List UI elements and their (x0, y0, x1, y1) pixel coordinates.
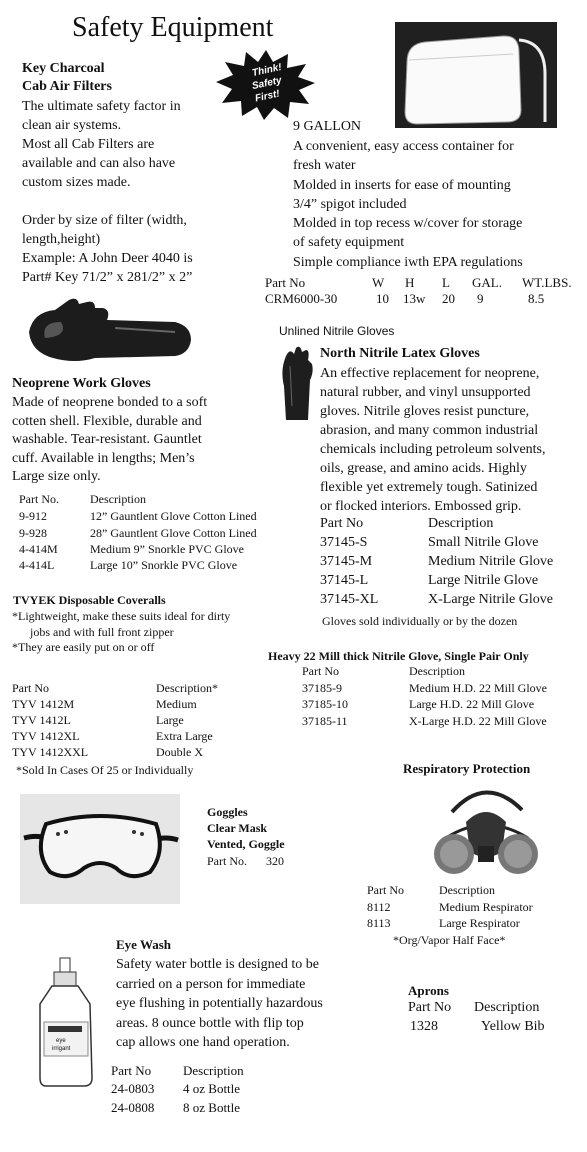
table-cell: Large Respirator (439, 916, 520, 930)
text-line: Example: A John Deer 4040 is (22, 251, 193, 266)
text-line: custom sizes made. (22, 175, 131, 190)
spacer (22, 192, 193, 211)
table-cell: 37185-9 (302, 681, 342, 695)
table-cell: 37185-10 (302, 697, 348, 711)
resp-header-desc: Description (439, 883, 495, 897)
table-cell: 4 oz Bottle (183, 1081, 241, 1096)
table-cell: 37145-M (320, 554, 373, 569)
text-line: or flocked interiors. Embossed grip. (320, 499, 522, 514)
goggles-part-no: 320 (266, 854, 284, 868)
cab-filter-description (22, 97, 193, 287)
table-cell: X-Large H.D. 22 Mill Glove (409, 714, 547, 728)
text-line: Most all Cab Filters are (22, 137, 155, 152)
badge-line-3: First! (254, 88, 281, 105)
table-cell: Large H.D. 22 Mill Glove (409, 697, 535, 711)
text-line: natural rubber, and vinyl unsupported (320, 385, 531, 400)
nitrile-header-desc: Description (428, 516, 494, 531)
table-cell: Yellow Bib (481, 1019, 545, 1034)
text-line: chemicals including petroleum solvents, (320, 442, 546, 457)
text-line: eye flushing in potentially hazardous (116, 996, 323, 1011)
eyewash-description (116, 955, 323, 1053)
text-line: cuff. Available in lengths; Men’s (12, 450, 195, 466)
heavy-glove-title: Heavy 22 Mill thick Nitrile Glove, Single Pair Only (268, 649, 529, 663)
badge-line-1: Think! (251, 62, 283, 80)
table-cell: 12” Gauntlent Glove Cotton Lined (90, 509, 257, 523)
table-cell: TYV 1412XXL (12, 745, 89, 759)
tyvek-header-part: Part No (12, 681, 49, 695)
tank-header-w: W (372, 275, 385, 290)
cab-filter-title-1: Key Charcoal (22, 61, 105, 76)
text-line: Molded in inserts for ease of mounting (293, 177, 511, 193)
cab-filter-title-2: Cab Air Filters (22, 79, 112, 94)
table-cell: 8113 (367, 916, 391, 930)
tank-cell-w: 10 (376, 291, 389, 306)
table-cell: 4-414M (19, 542, 58, 556)
text-line: areas. 8 ounce bottle with flip top (116, 1015, 304, 1031)
tank-cell-gal: 9 (477, 291, 484, 306)
neoprene-glove-image (25, 292, 195, 370)
tank-cell-part: CRM6000-30 (265, 291, 338, 306)
heavy-header-part: Part No (302, 664, 339, 678)
text-line: available and can also have (22, 156, 176, 171)
table-cell: Medium (156, 697, 197, 711)
text-line: flexible yet extremely tough. Satinized (320, 480, 538, 495)
goggles-line-3: Vented, Goggle (207, 837, 285, 851)
nitrile-glove-image (276, 346, 318, 422)
table-cell: 37145-L (320, 573, 369, 588)
text-line: gloves. Nitrile gloves resist puncture, (320, 404, 530, 419)
text-line: of safety equipment (293, 235, 405, 251)
tank-description (293, 137, 523, 272)
text-line: An effective replacement for neoprene, (320, 366, 540, 381)
respirator-image (432, 782, 540, 882)
table-cell: Large Nitrile Glove (428, 573, 539, 588)
resp-header-part: Part No (367, 883, 404, 897)
table-cell: 24-0803 (111, 1081, 155, 1096)
table-cell: 1328 (410, 1019, 438, 1034)
bottle-label-2: irrigant (52, 1046, 71, 1052)
table-cell: Medium H.D. 22 Mill Glove (409, 681, 547, 695)
tank-header-part: Part No (265, 275, 306, 290)
neoprene-title: Neoprene Work Gloves (12, 376, 151, 391)
table-cell: 37185-11 (302, 714, 348, 728)
table-cell: TYV 1412M (12, 697, 75, 711)
text-line: length,height) (22, 232, 101, 247)
text-line: cap allows one hand operation. (116, 1035, 290, 1050)
table-cell: 24-0808 (111, 1100, 155, 1115)
nitrile-description (320, 364, 546, 516)
text-line: Made of neoprene bonded to a soft (12, 395, 208, 410)
tyvek-title: TVYEK Disposable Coveralls (13, 593, 166, 607)
tyvek-note-1: *Lightweight, make these suits ideal for dirty (12, 609, 231, 623)
table-cell: 4-414L (19, 558, 55, 572)
tank-header-gal: GAL. (472, 275, 502, 290)
tank-header-l: L (442, 275, 450, 290)
goggles-line-2: Clear Mask (207, 821, 268, 835)
text-line: Part# Key 71/2” x 281/2” x 2” (22, 270, 193, 285)
goggles-image (20, 794, 180, 904)
tank-cell-wt: 8.5 (528, 291, 545, 306)
neoprene-header-desc: Description (90, 492, 146, 506)
bottle-label-1: eye (56, 1038, 66, 1044)
text-line: carried on a person for immediate (116, 976, 306, 992)
tyvek-note-3: *They are easily put on or off (12, 640, 155, 654)
text-line: oils, grease, and amino acids. Highly (320, 461, 527, 476)
table-cell: 37145-S (320, 535, 368, 550)
nitrile-caption: Unlined Nitrile Gloves (279, 324, 395, 338)
table-cell: Small Nitrile Glove (428, 535, 539, 550)
table-cell: Medium Respirator (439, 900, 533, 914)
text-line: Simple compliance iwth EPA regulations (293, 254, 523, 270)
page-title: Safety Equipment (72, 12, 274, 43)
tank-cell-l: 20 (442, 291, 455, 306)
table-cell: Double X (156, 745, 203, 759)
tank-header-wt: WT.LBS. (522, 275, 572, 290)
badge-line-2: Safety (251, 75, 283, 93)
tyvek-footnote: *Sold In Cases Of 25 or Individually (16, 763, 194, 777)
table-cell: 28” Gauntlent Glove Cotton Lined (90, 526, 257, 540)
eyewash-header-part: Part No (111, 1063, 152, 1078)
table-cell: TYV 1412XL (12, 729, 80, 743)
table-cell: TYV 1412L (12, 713, 71, 727)
table-cell: 8112 (367, 900, 391, 914)
table-cell: 8 oz Bottle (183, 1100, 241, 1115)
safety-badge (216, 50, 316, 120)
nitrile-note: Gloves sold individually or by the dozen (322, 614, 518, 628)
goggles-line-1: Goggles (207, 805, 248, 819)
text-line: Large size only. (12, 469, 101, 485)
text-line: cotten shell. Flexible, durable and (12, 413, 202, 429)
table-cell: Extra Large (156, 729, 213, 743)
respiratory-note: *Org/Vapor Half Face* (393, 933, 506, 947)
tank-cell-h: 13w (403, 291, 426, 306)
table-cell: X-Large Nitrile Glove (428, 592, 553, 607)
table-cell: 9-912 (19, 509, 47, 523)
nitrile-title: North Nitrile Latex Gloves (320, 346, 480, 361)
table-cell: Large (156, 713, 184, 727)
heavy-header-desc: Description (409, 664, 465, 678)
water-tank-image (395, 22, 557, 128)
table-cell: Medium 9” Snorkle PVC Glove (90, 542, 244, 556)
respiratory-title: Respiratory Protection (403, 761, 531, 776)
text-line: Molded in top recess w/cover for storage (293, 216, 523, 232)
text-line: Order by size of filter (width, (22, 213, 187, 228)
table-cell: 37145-XL (320, 592, 379, 607)
tyvek-header-desc: Description* (156, 681, 218, 695)
tank-header-h: H (405, 275, 415, 290)
tank-heading: 9 GALLON (293, 119, 362, 134)
aprons-header-desc: Description (474, 1000, 540, 1015)
text-line: The ultimate safety factor in (22, 99, 181, 114)
text-line: clean air systems. (22, 118, 122, 133)
neoprene-header-part: Part No. (19, 492, 59, 506)
neoprene-description (12, 394, 207, 487)
text-line: Safety water bottle is designed to be (116, 957, 319, 972)
nitrile-header-part: Part No (320, 516, 364, 531)
text-line: 3/4” spigot included (293, 196, 407, 212)
goggles-part-label: Part No. (207, 854, 247, 868)
text-line: washable. Tear-resistant. Gauntlet (12, 432, 202, 448)
table-cell: 9-928 (19, 526, 47, 540)
eyewash-header-desc: Description (183, 1063, 244, 1078)
text-line: abrasion, and many common industrial (320, 423, 539, 438)
table-cell: Large 10” Snorkle PVC Glove (90, 558, 238, 572)
aprons-title: Aprons (408, 983, 449, 998)
aprons-header-part: Part No (408, 1000, 452, 1015)
eyewash-title: Eye Wash (116, 937, 172, 952)
text-line: A convenient, easy access container for (293, 139, 514, 154)
table-cell: Medium Nitrile Glove (428, 554, 554, 569)
text-line: fresh water (293, 158, 356, 174)
eyewash-bottle-image (34, 956, 100, 1088)
tyvek-note-2: jobs and with full front zipper (30, 625, 174, 639)
